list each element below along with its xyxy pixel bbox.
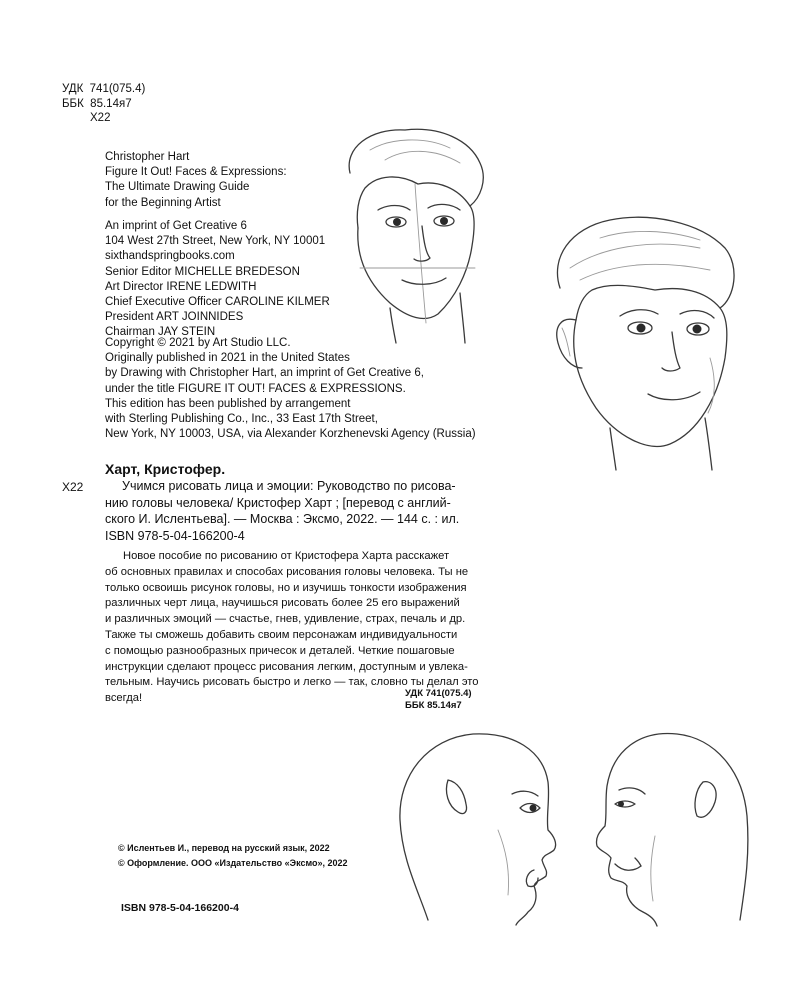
- original-title-block: [105, 150, 287, 211]
- udk-code-repeat: УДК 741(075.4): [405, 688, 472, 699]
- imprint-line: sixthandspringbooks.com: [105, 250, 235, 263]
- imprint-line: Chief Executive Officer CAROLINE KILMER: [105, 296, 330, 309]
- annotation-line: и различных эмоций — счастье, гнев, удивление, страх, печаль и др.: [105, 613, 466, 626]
- original-title-line: for the Beginning Artist: [105, 196, 221, 209]
- imprint-line: An imprint of Get Creative 6: [105, 220, 247, 232]
- biblio-line: ского И. Ислентьева]. — Москва : Эксмо, 2022. — 144 с. : ил.: [105, 512, 460, 526]
- original-title-line: Figure It Out! Faces & Expressions:: [105, 166, 287, 179]
- original-title-line: The Ultimate Drawing Guide: [105, 181, 250, 194]
- annotation-line: всегда!: [105, 692, 143, 705]
- sketch-head-young-man-shaded: [540, 208, 740, 470]
- copyright-line: Copyright © 2021 by Art Studio LLC.: [105, 337, 291, 349]
- sketch-head-young-man: [330, 118, 500, 343]
- annotation-line: об основных правилах и способах рисования головы человека. Ты не: [105, 565, 469, 578]
- copyright-line: New York, NY 10003, USA, via Alexander Korzhenevski Agency (Russia): [105, 428, 476, 441]
- annotation-line: Также ты сможешь добавить своим персонажам индивидуальности: [105, 628, 458, 641]
- bibliographic-description: [105, 478, 487, 528]
- copyright-line: This edition has been published by arrangement: [105, 397, 351, 410]
- copyright-design: © Оформление. ООО «Издательство «Эксмо», 2022: [118, 857, 348, 868]
- annotation-line: различных черт лица, научишься рисовать более 25 его выражений: [105, 597, 460, 610]
- isbn-main: ISBN 978-5-04-166200-4: [105, 529, 245, 543]
- copyright-line: under the title FIGURE IT OUT! FACES & EXPRESSIONS.: [105, 382, 406, 395]
- russian-copyrights: [118, 841, 348, 870]
- udk-code: УДК 741(075.4): [62, 83, 146, 95]
- imprint-line: 104 West 27th Street, New York, NY 10001: [105, 235, 326, 248]
- sketch-head-profile-surprised: [388, 720, 568, 920]
- imprint-line: President ART JOINNIDES: [105, 311, 244, 324]
- original-copyright-block: [105, 336, 476, 442]
- cutter-code: Х22: [90, 112, 111, 124]
- copyright-line: Originally published in 2021 in the United States: [105, 352, 350, 365]
- bbk-code-repeat: ББК 85.14я7: [405, 700, 462, 711]
- original-imprint-block: [105, 219, 330, 341]
- annotation-line: Новое пособие по рисованию от Кристофера Харта расскажет: [123, 550, 450, 562]
- isbn-bottom: ISBN 978-5-04-166200-4: [121, 902, 239, 914]
- classification-repeat: [405, 688, 472, 712]
- author-heading: Харт, Кристофер.: [105, 461, 226, 477]
- cutter-mark: Х22: [62, 480, 84, 494]
- annotation-line: с помощью разнообразных причесок и деталей. Четкие пошаговые: [105, 644, 455, 657]
- biblio-line: нию головы человека/ Кристофер Харт ; [перевод с англий-: [105, 495, 451, 510]
- copyright-translation: © Ислентьев И., перевод на русский язык, 2022: [118, 843, 330, 853]
- bbk-code: ББК 85.14я7: [62, 97, 132, 110]
- copyright-line: by Drawing with Christopher Hart, an imprint of Get Creative 6,: [105, 367, 424, 380]
- sketch-head-profile-smiling: [585, 716, 760, 920]
- annotation-line: тельным. Научись рисовать быстро и легко — так, словно ты делал это: [105, 676, 479, 689]
- annotation-line: только освоишь рисунок головы, но и изучишь тонкости изображения: [105, 581, 467, 594]
- annotation-line: инструкции сделают процесс рисования легким, доступным и увлека-: [105, 660, 468, 673]
- classification-block: [62, 82, 145, 126]
- annotation-text: [105, 549, 487, 707]
- copyright-line: with Sterling Publishing Co., Inc., 33 East 17th Street,: [105, 413, 378, 426]
- original-title-line: Christopher Hart: [105, 151, 190, 163]
- imprint-line: Senior Editor MICHELLE BREDESON: [105, 265, 300, 278]
- imprint-line: Chairman JAY STEIN: [105, 326, 216, 339]
- biblio-line: Учимся рисовать лица и эмоции: Руководство по рисова-: [122, 479, 456, 493]
- imprint-line: Art Director IRENE LEDWITH: [105, 280, 257, 293]
